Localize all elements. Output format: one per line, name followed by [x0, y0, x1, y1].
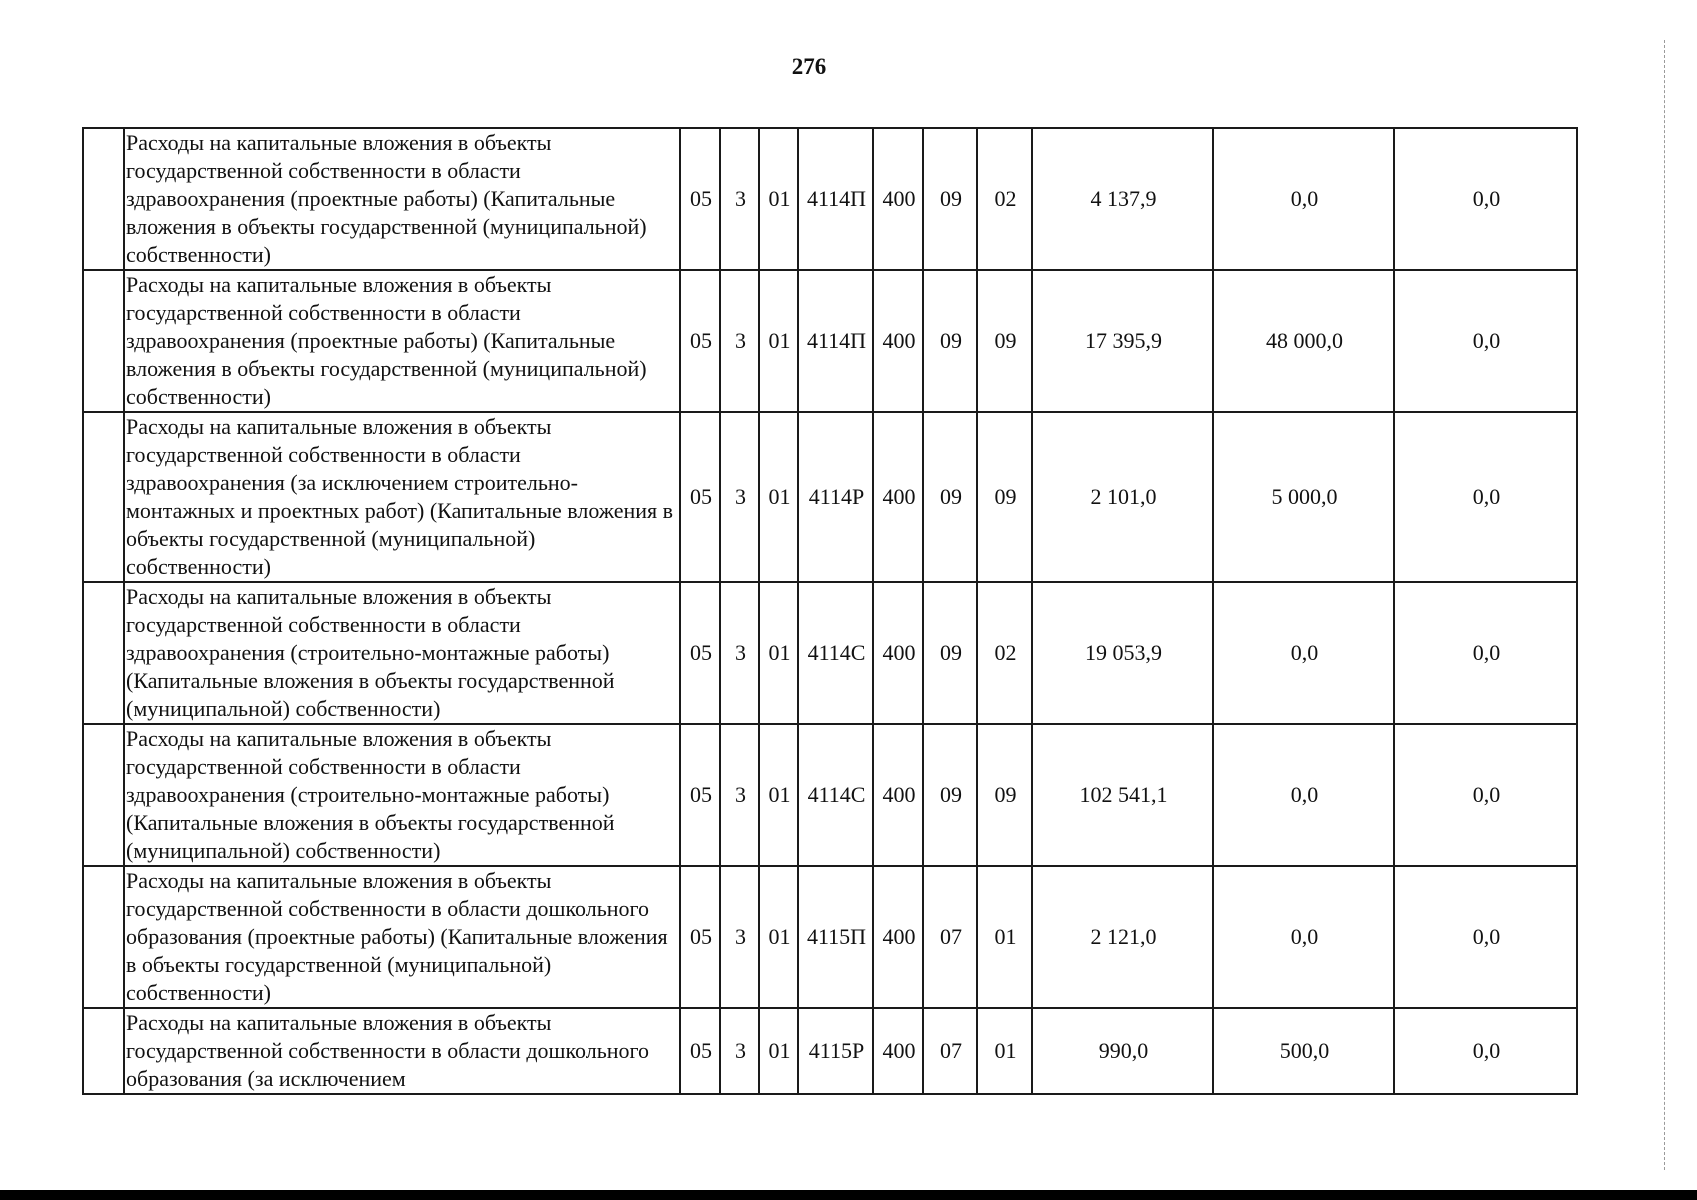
direction-code-cell: 4115П: [798, 866, 873, 1008]
section-code-cell: 07: [923, 866, 977, 1008]
subprogram-code-cell: 01: [759, 866, 798, 1008]
direction-code-cell: 4114С: [798, 582, 873, 724]
amount-year-2-cell: 5 000,0: [1213, 412, 1394, 582]
expense-type-cell: 400: [873, 724, 923, 866]
expense-name-cell: Расходы на капитальные вложения в объекты государственной собственности в области здравоохранения (строительно-монтажные работы) (Капитальные вложения в объекты государственной (муниципальной) собственности): [124, 582, 680, 724]
amount-year-3-cell: 0,0: [1394, 1008, 1577, 1094]
expense-type-cell: 400: [873, 270, 923, 412]
amount-year-3-cell: 0,0: [1394, 412, 1577, 582]
subprogram-code-cell: 01: [759, 1008, 798, 1094]
table-row: [83, 270, 1577, 412]
program-code-cell: 3: [720, 724, 759, 866]
page-number: 276: [791, 54, 827, 79]
ministry-code-cell: 05: [680, 866, 720, 1008]
section-code-cell: 09: [923, 724, 977, 866]
subprogram-code-cell: 01: [759, 270, 798, 412]
scan-bottom-border: [0, 1190, 1697, 1200]
amount-year-2-cell: 0,0: [1213, 866, 1394, 1008]
row-number-cell: [83, 724, 124, 866]
row-number-cell: [83, 270, 124, 412]
table-row: [83, 128, 1577, 270]
subsection-code-cell: 01: [977, 866, 1032, 1008]
direction-code-cell: 4114П: [798, 270, 873, 412]
expense-name-cell: Расходы на капитальные вложения в объекты государственной собственности в области дошкольного образования (проектные работы) (Капитальные вложения в объекты государственной (муниципальной) собственности): [124, 866, 680, 1008]
expense-type-cell: 400: [873, 412, 923, 582]
program-code-cell: 3: [720, 412, 759, 582]
ministry-code-cell: 05: [680, 724, 720, 866]
scan-edge-line: [1664, 40, 1666, 1170]
direction-code-cell: 4114Р: [798, 412, 873, 582]
row-number-cell: [83, 412, 124, 582]
subsection-code-cell: 02: [977, 128, 1032, 270]
subsection-code-cell: 01: [977, 1008, 1032, 1094]
subprogram-code-cell: 01: [759, 582, 798, 724]
amount-year-2-cell: 0,0: [1213, 582, 1394, 724]
expense-type-cell: 400: [873, 582, 923, 724]
program-code-cell: 3: [720, 866, 759, 1008]
expense-type-cell: 400: [873, 128, 923, 270]
amount-year-2-cell: 0,0: [1213, 128, 1394, 270]
row-number-cell: [83, 1008, 124, 1094]
amount-year-1-cell: 17 395,9: [1032, 270, 1213, 412]
table-row: [83, 1008, 1577, 1094]
row-number-cell: [83, 866, 124, 1008]
expense-type-cell: 400: [873, 866, 923, 1008]
amount-year-3-cell: 0,0: [1394, 724, 1577, 866]
section-code-cell: 09: [923, 128, 977, 270]
amount-year-3-cell: 0,0: [1394, 582, 1577, 724]
program-code-cell: 3: [720, 582, 759, 724]
amount-year-3-cell: 0,0: [1394, 270, 1577, 412]
amount-year-1-cell: 102 541,1: [1032, 724, 1213, 866]
subsection-code-cell: 02: [977, 582, 1032, 724]
amount-year-1-cell: 4 137,9: [1032, 128, 1213, 270]
expense-name-cell: Расходы на капитальные вложения в объекты государственной собственности в области здравоохранения (за исключением строительно-монтажных и проектных работ) (Капитальные вложения в объекты государственной (муниципальной) собственности): [124, 412, 680, 582]
expense-name-cell: Расходы на капитальные вложения в объекты государственной собственности в области здравоохранения (проектные работы) (Капитальные вложения в объекты государственной (муниципальной) собственности): [124, 270, 680, 412]
expense-name-cell: Расходы на капитальные вложения в объекты государственной собственности в области здравоохранения (проектные работы) (Капитальные вложения в объекты государственной (муниципальной) собственности): [124, 128, 680, 270]
subsection-code-cell: 09: [977, 412, 1032, 582]
amount-year-3-cell: 0,0: [1394, 128, 1577, 270]
subsection-code-cell: 09: [977, 270, 1032, 412]
section-code-cell: 09: [923, 270, 977, 412]
table-row: [83, 866, 1577, 1008]
expense-name-cell: Расходы на капитальные вложения в объекты государственной собственности в области дошкольного образования (за исключением: [124, 1008, 680, 1094]
ministry-code-cell: 05: [680, 582, 720, 724]
amount-year-2-cell: 0,0: [1213, 724, 1394, 866]
amount-year-2-cell: 500,0: [1213, 1008, 1394, 1094]
subprogram-code-cell: 01: [759, 724, 798, 866]
direction-code-cell: 4114П: [798, 128, 873, 270]
program-code-cell: 3: [720, 1008, 759, 1094]
ministry-code-cell: 05: [680, 412, 720, 582]
ministry-code-cell: 05: [680, 128, 720, 270]
section-code-cell: 09: [923, 582, 977, 724]
budget-table: [82, 127, 1578, 1095]
row-number-cell: [83, 582, 124, 724]
expense-name-cell: Расходы на капитальные вложения в объекты государственной собственности в области здравоохранения (строительно-монтажные работы) (Капитальные вложения в объекты государственной (муниципальной) собственности): [124, 724, 680, 866]
section-code-cell: 07: [923, 1008, 977, 1094]
table-row: [83, 724, 1577, 866]
subprogram-code-cell: 01: [759, 412, 798, 582]
subprogram-code-cell: 01: [759, 128, 798, 270]
amount-year-1-cell: 990,0: [1032, 1008, 1213, 1094]
section-code-cell: 09: [923, 412, 977, 582]
amount-year-3-cell: 0,0: [1394, 866, 1577, 1008]
table-row: [83, 582, 1577, 724]
row-number-cell: [83, 128, 124, 270]
table-row: [83, 412, 1577, 582]
program-code-cell: 3: [720, 270, 759, 412]
amount-year-1-cell: 19 053,9: [1032, 582, 1213, 724]
amount-year-1-cell: 2 101,0: [1032, 412, 1213, 582]
amount-year-2-cell: 48 000,0: [1213, 270, 1394, 412]
subsection-code-cell: 09: [977, 724, 1032, 866]
direction-code-cell: 4115Р: [798, 1008, 873, 1094]
ministry-code-cell: 05: [680, 270, 720, 412]
amount-year-1-cell: 2 121,0: [1032, 866, 1213, 1008]
direction-code-cell: 4114С: [798, 724, 873, 866]
program-code-cell: 3: [720, 128, 759, 270]
ministry-code-cell: 05: [680, 1008, 720, 1094]
expense-type-cell: 400: [873, 1008, 923, 1094]
